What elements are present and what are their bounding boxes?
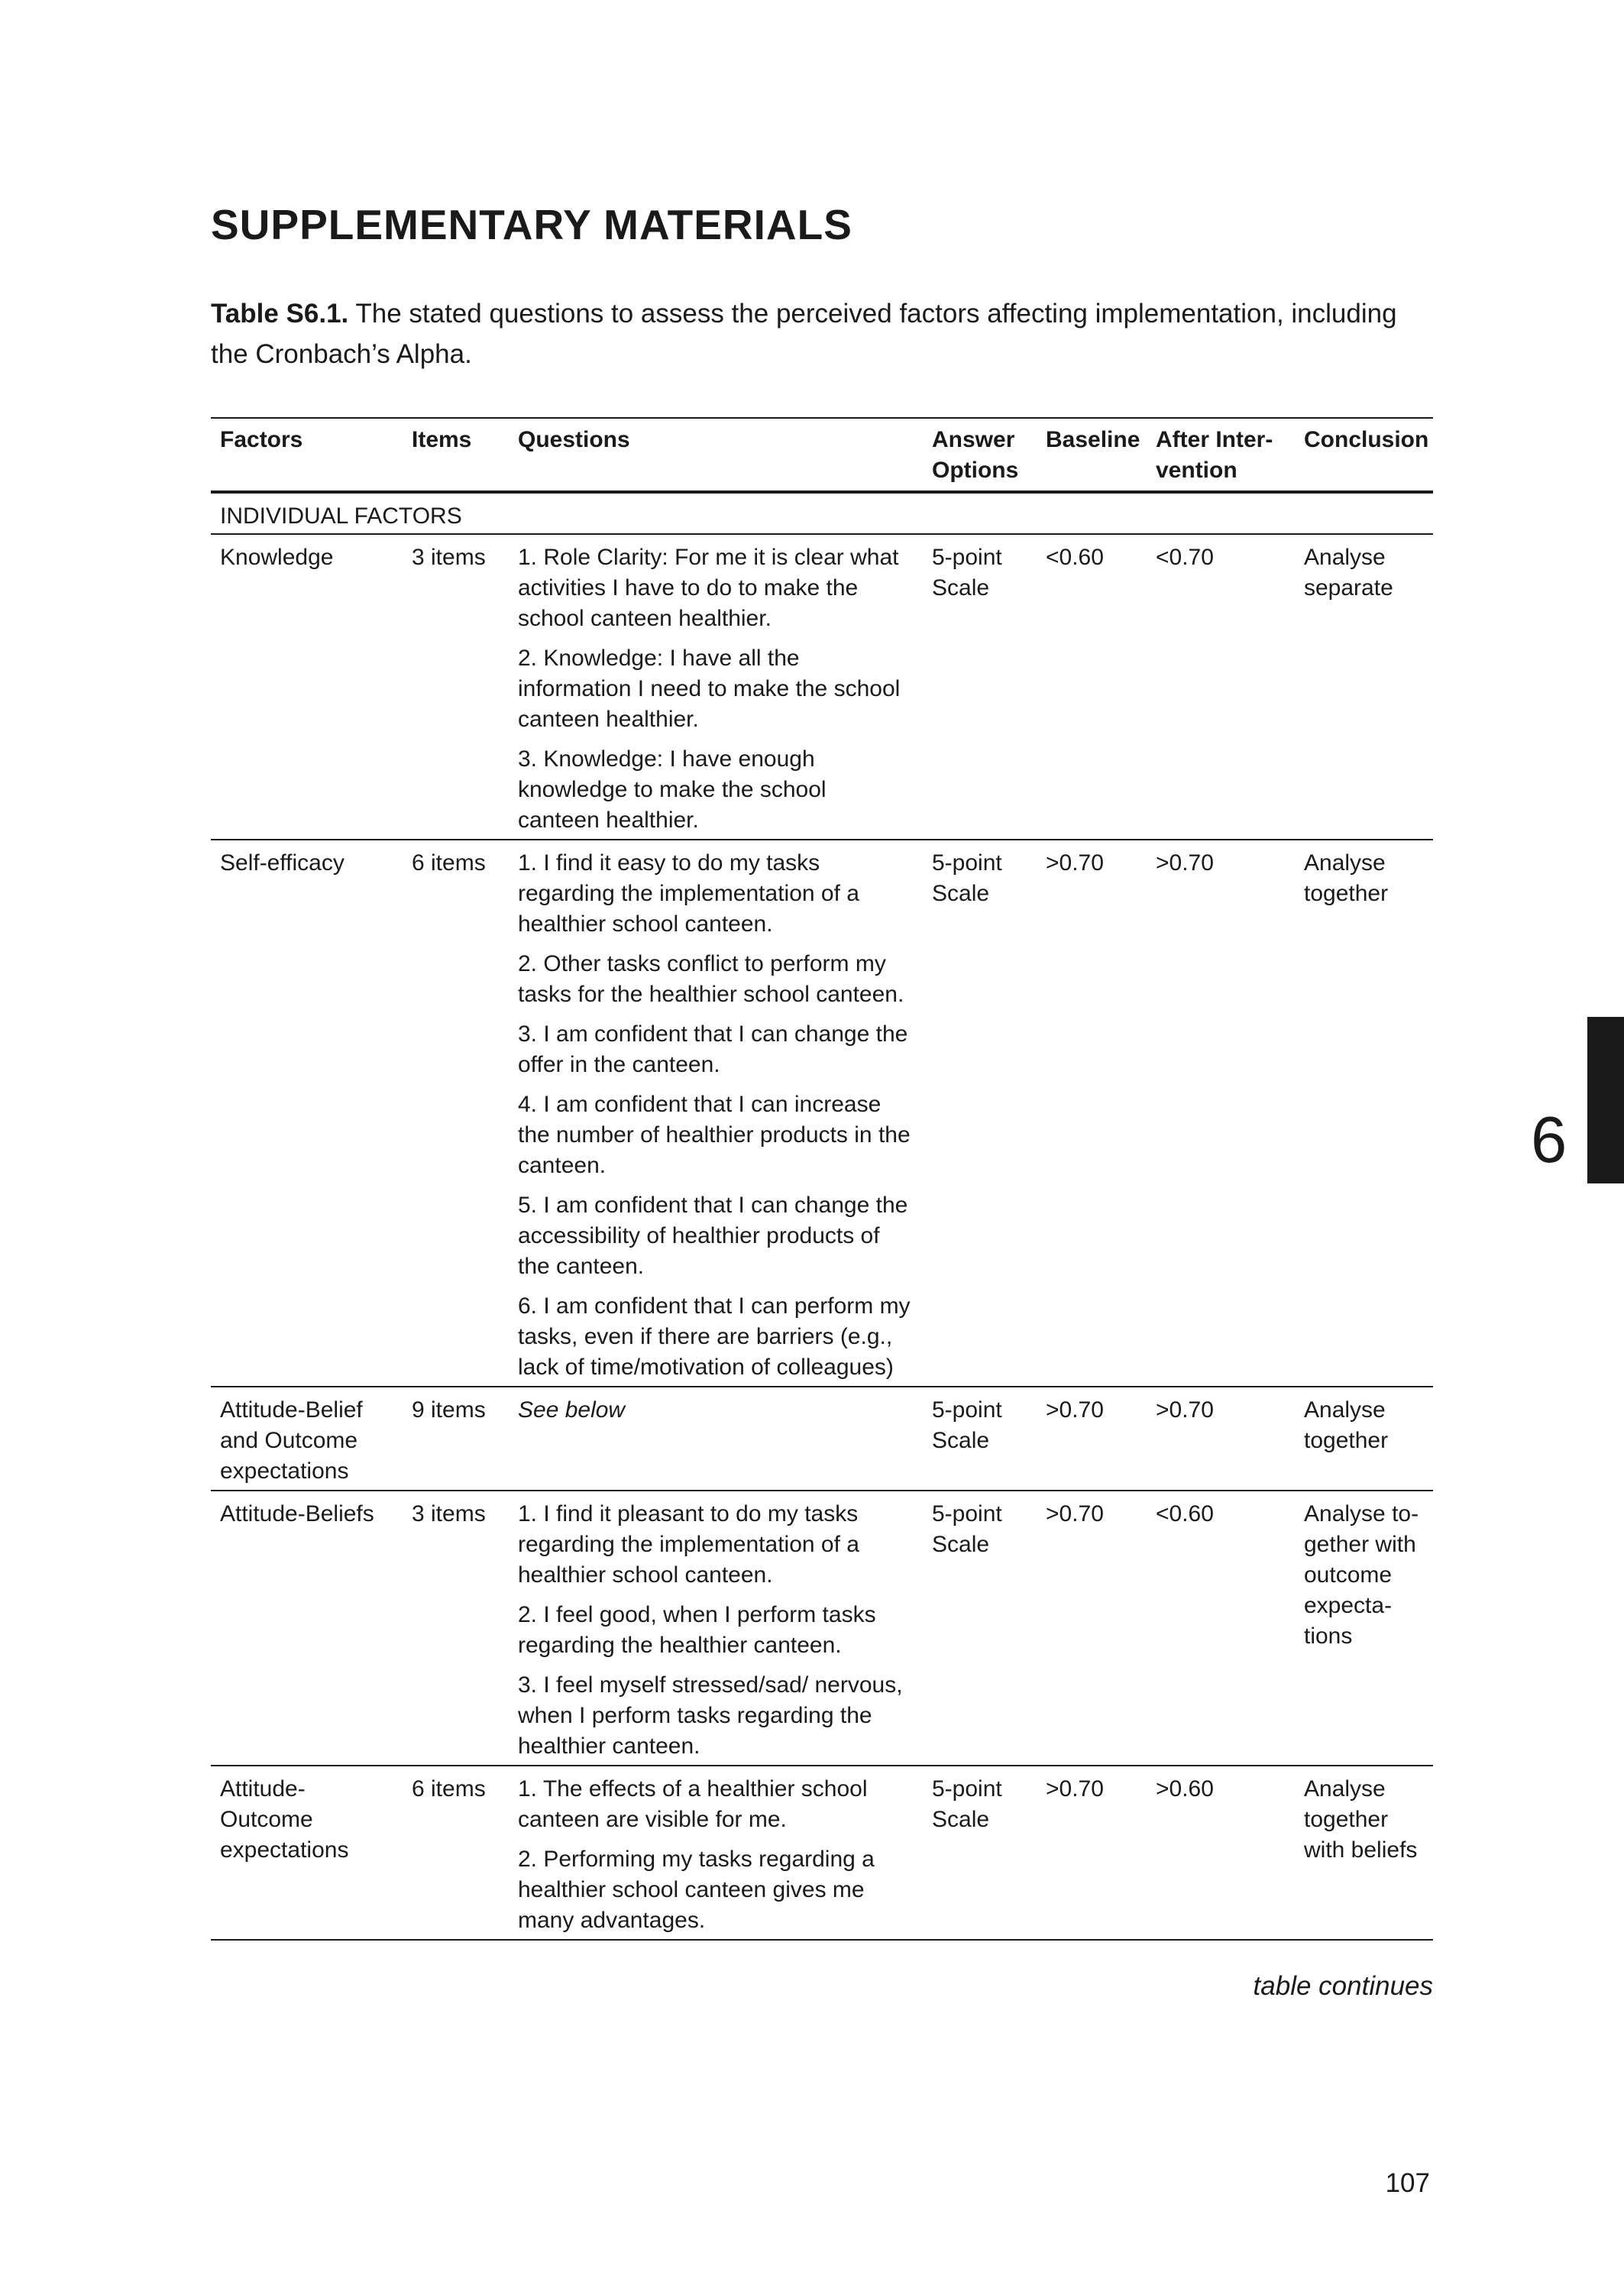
question: 3. I feel myself stressed/sad/ nervous, when I perform tasks regarding the healthier canteen. bbox=[518, 1672, 903, 1759]
items-cell: 6 items bbox=[403, 840, 509, 1387]
questions-cell bbox=[509, 1766, 923, 1940]
baseline-cell: >0.70 bbox=[1037, 840, 1147, 1387]
baseline-cell: >0.70 bbox=[1037, 1766, 1147, 1940]
factor-cell: Attitude-Belief and Outcome expectations bbox=[211, 1387, 403, 1491]
question: See below bbox=[518, 1397, 626, 1423]
group-row bbox=[211, 492, 1433, 534]
header-after-intervention: After Inter-vention bbox=[1147, 418, 1295, 492]
chapter-tab-marker bbox=[1587, 1017, 1624, 1183]
answer-cell: 5-point Scale bbox=[923, 1766, 1037, 1940]
question: 3. I am confident that I can change the offer in the canteen. bbox=[518, 1021, 908, 1077]
question: 1. The effects of a healthier school canteen are visible for me. bbox=[518, 1776, 868, 1832]
table-row bbox=[211, 1766, 1433, 1940]
answer-cell: 5-point Scale bbox=[923, 1491, 1037, 1766]
after-cell: >0.70 bbox=[1147, 840, 1295, 1387]
question: 5. I am confident that I can change the accessibility of healthier products of the canteen. bbox=[518, 1193, 908, 1279]
table-row bbox=[211, 840, 1433, 1387]
conclusion-cell: Analyse separate bbox=[1295, 534, 1433, 840]
after-cell: <0.70 bbox=[1147, 534, 1295, 840]
factors-table bbox=[211, 417, 1433, 1941]
items-cell: 3 items bbox=[403, 534, 509, 840]
conclusion-cell: Analyse together with beliefs bbox=[1295, 1766, 1433, 1940]
questions-cell bbox=[509, 1491, 923, 1766]
questions-cell bbox=[509, 840, 923, 1387]
question: 2. Performing my tasks regarding a healthier school canteen gives me many advantages. bbox=[518, 1847, 875, 1933]
group-label: INDIVIDUAL FACTORS bbox=[211, 492, 1433, 534]
table-caption-text: The stated questions to assess the perceived factors affecting implementation, including the Cronbach’s Alpha. bbox=[211, 299, 1397, 369]
header-answer-options: Answer Options bbox=[923, 418, 1037, 492]
question: 6. I am confident that I can perform my tasks, even if there are barriers (e.g., lack of time/motivation of colleagues) bbox=[518, 1293, 911, 1380]
factor-cell: Knowledge bbox=[211, 534, 403, 840]
after-cell: >0.70 bbox=[1147, 1387, 1295, 1491]
table-continues-note: table continues bbox=[1253, 1971, 1433, 2001]
baseline-cell: >0.70 bbox=[1037, 1491, 1147, 1766]
table-row bbox=[211, 534, 1433, 840]
question: 2. Other tasks conflict to perform my tasks for the healthier school canteen. bbox=[518, 951, 904, 1007]
answer-cell: 5-point Scale bbox=[923, 534, 1037, 840]
table-caption-label: Table S6.1. bbox=[211, 299, 349, 329]
after-cell: >0.60 bbox=[1147, 1766, 1295, 1940]
baseline-cell: >0.70 bbox=[1037, 1387, 1147, 1491]
question: 1. Role Clarity: For me it is clear what activities I have to do to make the school canteen healthier. bbox=[518, 545, 899, 631]
question: 3. Knowledge: I have enough knowledge to make the school canteen healthier. bbox=[518, 746, 827, 833]
table-caption bbox=[211, 293, 1433, 374]
header-questions: Questions bbox=[509, 418, 923, 492]
conclusion-cell: Analyse to-gether with outcome expecta-tions bbox=[1295, 1491, 1433, 1766]
items-cell: 3 items bbox=[403, 1491, 509, 1766]
header-baseline: Baseline bbox=[1037, 418, 1147, 492]
table-header-row bbox=[211, 418, 1433, 492]
conclusion-cell: Analyse together bbox=[1295, 1387, 1433, 1491]
conclusion-cell: Analyse together bbox=[1295, 840, 1433, 1387]
after-cell: <0.60 bbox=[1147, 1491, 1295, 1766]
table-row bbox=[211, 1491, 1433, 1766]
question: 4. I am confident that I can increase the number of healthier products in the canteen. bbox=[518, 1092, 911, 1178]
page-heading: SUPPLEMENTARY MATERIALS bbox=[211, 201, 852, 248]
header-conclusion: Conclusion bbox=[1295, 418, 1433, 492]
chapter-tab-number: 6 bbox=[1531, 1104, 1567, 1177]
items-cell: 6 items bbox=[403, 1766, 509, 1940]
header-items: Items bbox=[403, 418, 509, 492]
questions-cell bbox=[509, 534, 923, 840]
factor-cell: Attitude-Beliefs bbox=[211, 1491, 403, 1766]
baseline-cell: <0.60 bbox=[1037, 534, 1147, 840]
page-number: 107 bbox=[1385, 2168, 1430, 2198]
question: 1. I find it easy to do my tasks regarding the implementation of a healthier school canteen. bbox=[518, 850, 859, 937]
question: 2. I feel good, when I perform tasks regarding the healthier canteen. bbox=[518, 1602, 876, 1658]
header-factors: Factors bbox=[211, 418, 403, 492]
answer-cell: 5-point Scale bbox=[923, 1387, 1037, 1491]
question: 1. I find it pleasant to do my tasks regarding the implementation of a healthier school canteen. bbox=[518, 1501, 859, 1588]
questions-cell bbox=[509, 1387, 923, 1491]
question: 2. Knowledge: I have all the information I need to make the school canteen healthier. bbox=[518, 646, 901, 732]
answer-cell: 5-point Scale bbox=[923, 840, 1037, 1387]
factor-cell: Self-efficacy bbox=[211, 840, 403, 1387]
factor-cell: Attitude-Outcome expectations bbox=[211, 1766, 403, 1940]
table-row bbox=[211, 1387, 1433, 1491]
items-cell: 9 items bbox=[403, 1387, 509, 1491]
